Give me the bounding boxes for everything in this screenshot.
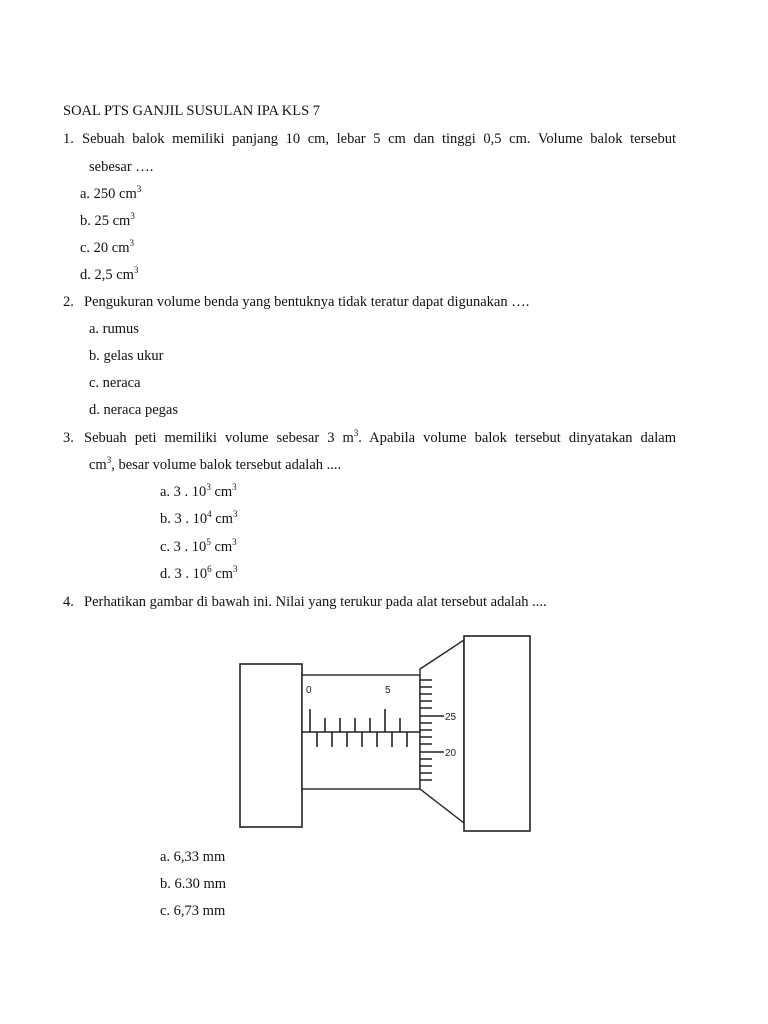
question-4-number: 4.	[63, 594, 74, 610]
question-3-number: 3.	[63, 430, 74, 446]
question-3-option-b: b. 3 . $10^4$ $cm^3$	[160, 509, 238, 527]
micrometer-figure	[234, 627, 534, 837]
question-4-text-line1: Perhatikan gambar di bawah ini. Nilai yang terukur pada alat tersebut adalah ....	[84, 594, 547, 610]
question-3-option-a: a. 3 . $10^3$ $cm^3$	[160, 482, 237, 500]
document-title: SOAL PTS GANJIL SUSULAN IPA KLS 7	[63, 103, 321, 119]
question-2-option-c: c. neraca	[89, 375, 141, 391]
sleeve-label-0: 0	[306, 685, 312, 696]
question-2-number: 2.	[63, 294, 74, 310]
question-3-text-line2: $cm^3$, besar volume balok tersebut adalah ....	[89, 455, 342, 473]
question-1-option-b: b. 25 $cm^3$	[80, 211, 135, 229]
question-3-text-line1: Sebuah peti memiliki volume sebesar 3 $m^3$. Apabila volume balok tersebut dinyatakan dalam	[84, 428, 676, 446]
sleeve-label-5: 5	[385, 685, 391, 696]
question-2-text-line1: Pengukuran volume benda yang bentuknya tidak teratur dapat digunakan ….	[84, 294, 530, 310]
question-1-text-line1: Sebuah balok memiliki panjang 10 cm, lebar 5 cm dan tinggi 0,5 cm. Volume balok tersebut	[82, 131, 676, 147]
question-3-option-d: d. 3 . $10^6$ $cm^3$	[160, 564, 238, 582]
question-1-option-d: d. 2,5 $cm^3$	[80, 265, 139, 283]
question-1-number: 1.	[63, 131, 74, 147]
question-3-option-c: c. 3 . $10^5$ $cm^3$	[160, 537, 237, 555]
question-1-option-a: a. 250 $cm^3$	[80, 184, 142, 202]
question-4-option-a: a. 6,33 mm	[160, 849, 226, 865]
question-1-text-line2: sebesar ….	[89, 159, 154, 175]
question-2-option-d: d. neraca pegas	[89, 402, 178, 418]
micrometer-ratchet	[464, 636, 530, 831]
question-2-option-b: b. gelas ukur	[89, 348, 164, 364]
question-1-option-c: c. 20 $cm^3$	[80, 238, 135, 256]
micrometer-frame	[240, 664, 302, 827]
question-4-option-b: b. 6.30 mm	[160, 876, 227, 892]
question-2-option-a: a. rumus	[89, 321, 139, 337]
thimble-label-25: 25	[445, 712, 457, 723]
question-4-option-c: c. 6,73 mm	[160, 903, 226, 919]
thimble-label-20: 20	[445, 748, 457, 759]
